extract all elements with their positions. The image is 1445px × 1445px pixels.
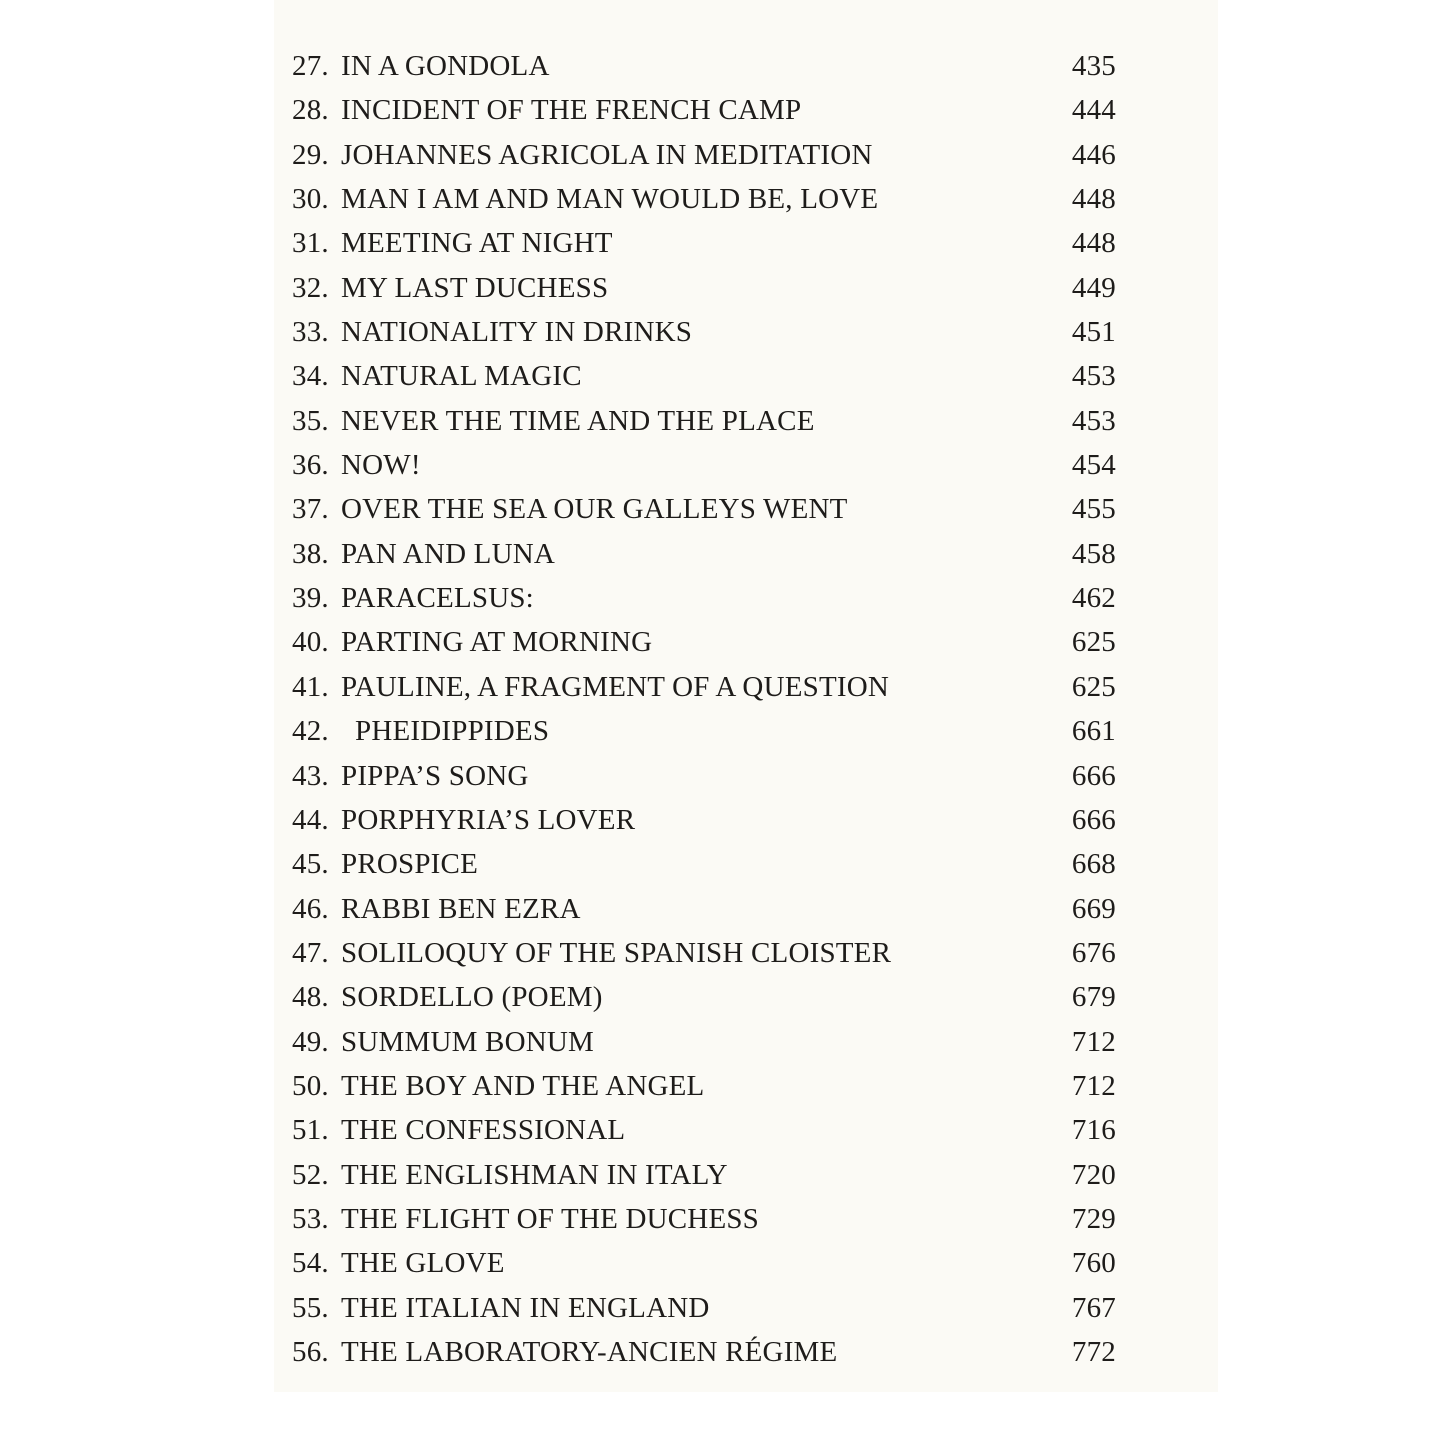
entry-title: THE BOY AND THE ANGEL — [341, 1069, 705, 1102]
entry-page-number: 455 — [1071, 493, 1116, 526]
toc-entry — [292, 1330, 1116, 1374]
entry-title: NATURAL MAGIC — [341, 360, 582, 393]
toc-entry — [292, 487, 1116, 531]
entry-number: 52. — [292, 1158, 329, 1191]
entry-page-number: 676 — [1071, 936, 1116, 969]
entry-title: THE LABORATORY-ANCIEN RÉGIME — [341, 1335, 838, 1368]
entry-page-number: 446 — [1071, 138, 1116, 171]
toc-entry — [292, 443, 1116, 487]
entry-title: PARACELSUS: — [341, 582, 534, 615]
entry-page-number: 444 — [1071, 94, 1116, 127]
entry-number: 53. — [292, 1202, 329, 1235]
toc-entry — [292, 88, 1116, 132]
entry-number: 55. — [292, 1291, 329, 1324]
entry-number: 56. — [292, 1335, 329, 1368]
entry-number: 29. — [292, 138, 329, 171]
entry-number: 54. — [292, 1247, 329, 1280]
toc-entry — [292, 1153, 1116, 1197]
entry-number: 43. — [292, 759, 329, 792]
entry-title: NOW! — [341, 449, 421, 482]
toc-entry — [292, 177, 1116, 221]
entry-number: 38. — [292, 537, 329, 570]
toc-entry — [292, 1108, 1116, 1152]
toc-entry — [292, 887, 1116, 931]
toc-entry — [292, 842, 1116, 886]
entry-page-number: 772 — [1071, 1335, 1116, 1368]
toc-entry — [292, 1241, 1116, 1285]
entry-page-number: 625 — [1071, 626, 1116, 659]
entry-page-number: 458 — [1071, 537, 1116, 570]
entry-page-number: 661 — [1071, 715, 1116, 748]
entry-number: 42. — [292, 715, 329, 748]
toc-entry — [292, 399, 1116, 443]
entry-title: MAN I AM AND MAN WOULD BE, LOVE — [341, 183, 879, 216]
entry-number: 46. — [292, 892, 329, 925]
entry-number: 45. — [292, 848, 329, 881]
entry-page-number: 720 — [1071, 1158, 1116, 1191]
entry-number: 50. — [292, 1069, 329, 1102]
entry-title: THE GLOVE — [341, 1247, 505, 1280]
entry-page-number: 716 — [1071, 1114, 1116, 1147]
entry-title: PIPPA’S SONG — [341, 759, 529, 792]
entry-title: NEVER THE TIME AND THE PLACE — [341, 404, 815, 437]
entry-title: PAULINE, A FRAGMENT OF A QUESTION — [341, 670, 890, 703]
entry-title: RABBI BEN EZRA — [341, 892, 581, 925]
entry-page-number: 666 — [1071, 759, 1116, 792]
toc-entry — [292, 665, 1116, 709]
entry-page-number: 668 — [1071, 848, 1116, 881]
toc-entry — [292, 221, 1116, 265]
entry-title: SUMMUM BONUM — [341, 1025, 594, 1058]
toc-entry — [292, 1197, 1116, 1241]
toc-entry — [292, 931, 1116, 975]
entry-page-number: 625 — [1071, 670, 1116, 703]
entry-page-number: 679 — [1071, 981, 1116, 1014]
entry-page-number: 453 — [1071, 404, 1116, 437]
entry-number: 34. — [292, 360, 329, 393]
toc-entry — [292, 709, 1116, 753]
entry-title: NATIONALITY IN DRINKS — [341, 316, 693, 349]
entry-title: THE FLIGHT OF THE DUCHESS — [341, 1202, 760, 1235]
toc-entry — [292, 1286, 1116, 1330]
entry-title: PORPHYRIA’S LOVER — [341, 803, 636, 836]
entry-number: 49. — [292, 1025, 329, 1058]
entry-page-number: 453 — [1071, 360, 1116, 393]
entry-title: OVER THE SEA OUR GALLEYS WENT — [341, 493, 848, 526]
toc-entry — [292, 44, 1116, 88]
entry-number: 48. — [292, 981, 329, 1014]
entry-number: 37. — [292, 493, 329, 526]
entry-title: INCIDENT OF THE FRENCH CAMP — [341, 94, 802, 127]
toc-entry — [292, 798, 1116, 842]
entry-page-number: 767 — [1071, 1291, 1116, 1324]
entry-page-number: 435 — [1071, 50, 1116, 82]
entry-number: 40. — [292, 626, 329, 659]
entry-number: 33. — [292, 316, 329, 349]
entry-number: 32. — [292, 271, 329, 304]
entry-title: MEETING AT NIGHT — [341, 227, 613, 260]
entry-page-number: 760 — [1071, 1247, 1116, 1280]
entry-title: THE ITALIAN IN ENGLAND — [341, 1291, 710, 1324]
entry-title: THE ENGLISHMAN IN ITALY — [341, 1158, 728, 1191]
entry-number: 39. — [292, 582, 329, 615]
entry-number: 47. — [292, 936, 329, 969]
entry-page-number: 712 — [1071, 1025, 1116, 1058]
toc-entry — [292, 310, 1116, 354]
entry-number: 51. — [292, 1114, 329, 1147]
entry-page-number: 451 — [1071, 316, 1116, 349]
entry-page-number: 712 — [1071, 1069, 1116, 1102]
entry-title: PHEIDIPPIDES — [355, 715, 550, 748]
entry-number: 28. — [292, 94, 329, 127]
toc-entry — [292, 1020, 1116, 1064]
entry-title: PARTING AT MORNING — [341, 626, 653, 659]
entry-title: SORDELLO (POEM) — [341, 981, 603, 1014]
entry-page-number: 448 — [1071, 183, 1116, 216]
toc-entry — [292, 1064, 1116, 1108]
entry-title: PROSPICE — [341, 848, 478, 881]
entry-page-number: 669 — [1071, 892, 1116, 925]
entry-number: 36. — [292, 449, 329, 482]
entry-page-number: 462 — [1071, 582, 1116, 615]
toc-entry — [292, 532, 1116, 576]
entry-page-number: 666 — [1071, 803, 1116, 836]
toc-entry — [292, 620, 1116, 664]
table-of-contents — [292, 44, 1116, 1374]
entry-page-number: 729 — [1071, 1202, 1116, 1235]
entry-number: 31. — [292, 227, 329, 260]
toc-entry — [292, 975, 1116, 1019]
entry-number: 35. — [292, 404, 329, 437]
entry-title: THE CONFESSIONAL — [341, 1114, 626, 1147]
entry-page-number: 449 — [1071, 271, 1116, 304]
entry-number: 27. — [292, 50, 329, 82]
entry-number: 41. — [292, 670, 329, 703]
entry-title: SOLILOQUY OF THE SPANISH CLOISTER — [341, 936, 892, 969]
entry-title: JOHANNES AGRICOLA IN MEDITATION — [341, 138, 873, 171]
toc-entry — [292, 754, 1116, 798]
entry-number: 44. — [292, 803, 329, 836]
entry-number: 30. — [292, 183, 329, 216]
entry-page-number: 454 — [1071, 449, 1116, 482]
entry-title: IN A GONDOLA — [341, 50, 550, 82]
toc-entry — [292, 576, 1116, 620]
toc-entry — [292, 133, 1116, 177]
toc-entry — [292, 266, 1116, 310]
entry-title: MY LAST DUCHESS — [341, 271, 609, 304]
entry-title: PAN AND LUNA — [341, 537, 556, 570]
toc-entry — [292, 354, 1116, 398]
entry-page-number: 448 — [1071, 227, 1116, 260]
